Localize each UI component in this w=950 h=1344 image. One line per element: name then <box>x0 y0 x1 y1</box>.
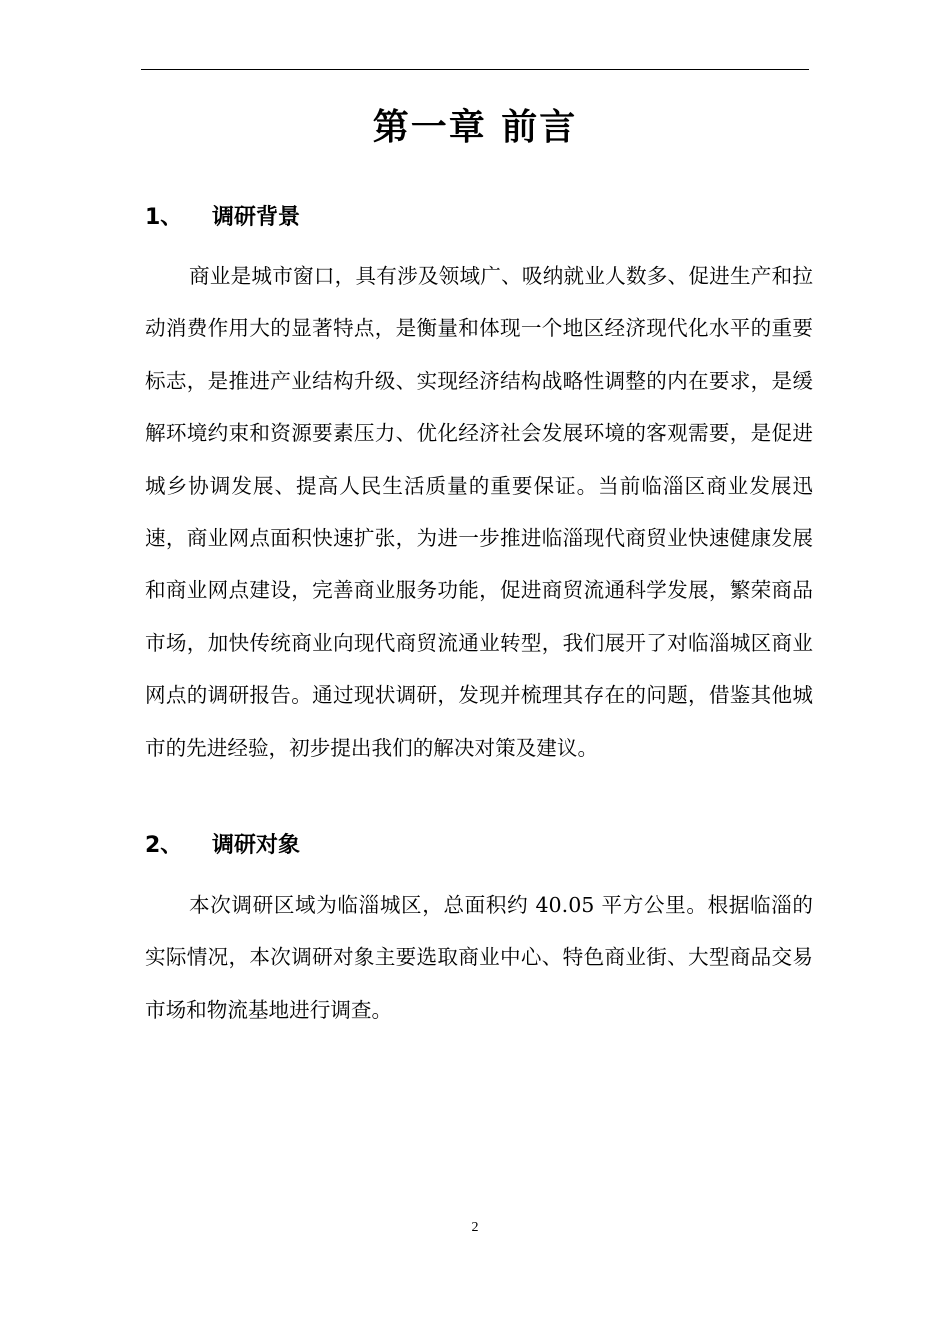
section-title: 调研背景 <box>212 205 301 230</box>
section-body-subjects: 本次调研区域为临淄城区，总面积约 40.05 平方公里。根据临淄的实际情况，本次调研对象主要选取商业中心、特色商业街、大型商品交易市场和物流基地进行调查。 <box>145 893 813 1022</box>
section-title: 调研对象 <box>212 833 301 858</box>
section-body-background: 商业是城市窗口，具有涉及领域广、吸纳就业人数多、促进生产和拉动消费作用大的显著特点，是衡量和体现一个地区经济现代化水平的重要标志，是推进产业结构升级、实现经济结构战略性调整的内在要求，是缓解环境约束和资源要素压力、优化经济社会发展环境的客观需要，是促进城乡协调发展、提高人民生活质量的重要保证。当前临淄区商业发展迅速，商业网点面积快速扩张，为进一步推进临淄现代商贸业快速健康发展和商业网点建设，完善商业服务功能，促进商贸流通科学发展，繁荣商品市场，加快传统商业向现代商贸流通业转型，我们展开了对临淄城区商业网点的调研报告。通过现状调研，发现并梳理其存在的问题，借鉴其他城市的先进经验，初步提出我们的解决对策及建议。 <box>145 264 813 760</box>
section-number: 1、 <box>145 205 183 230</box>
page-number: 2 <box>471 1220 479 1235</box>
header-rule <box>141 69 809 70</box>
section-heading-subjects <box>145 828 809 864</box>
section-number: 2、 <box>145 833 183 858</box>
chapter-title: 第一章 前言 <box>372 107 578 148</box>
section-heading-background <box>145 200 809 236</box>
